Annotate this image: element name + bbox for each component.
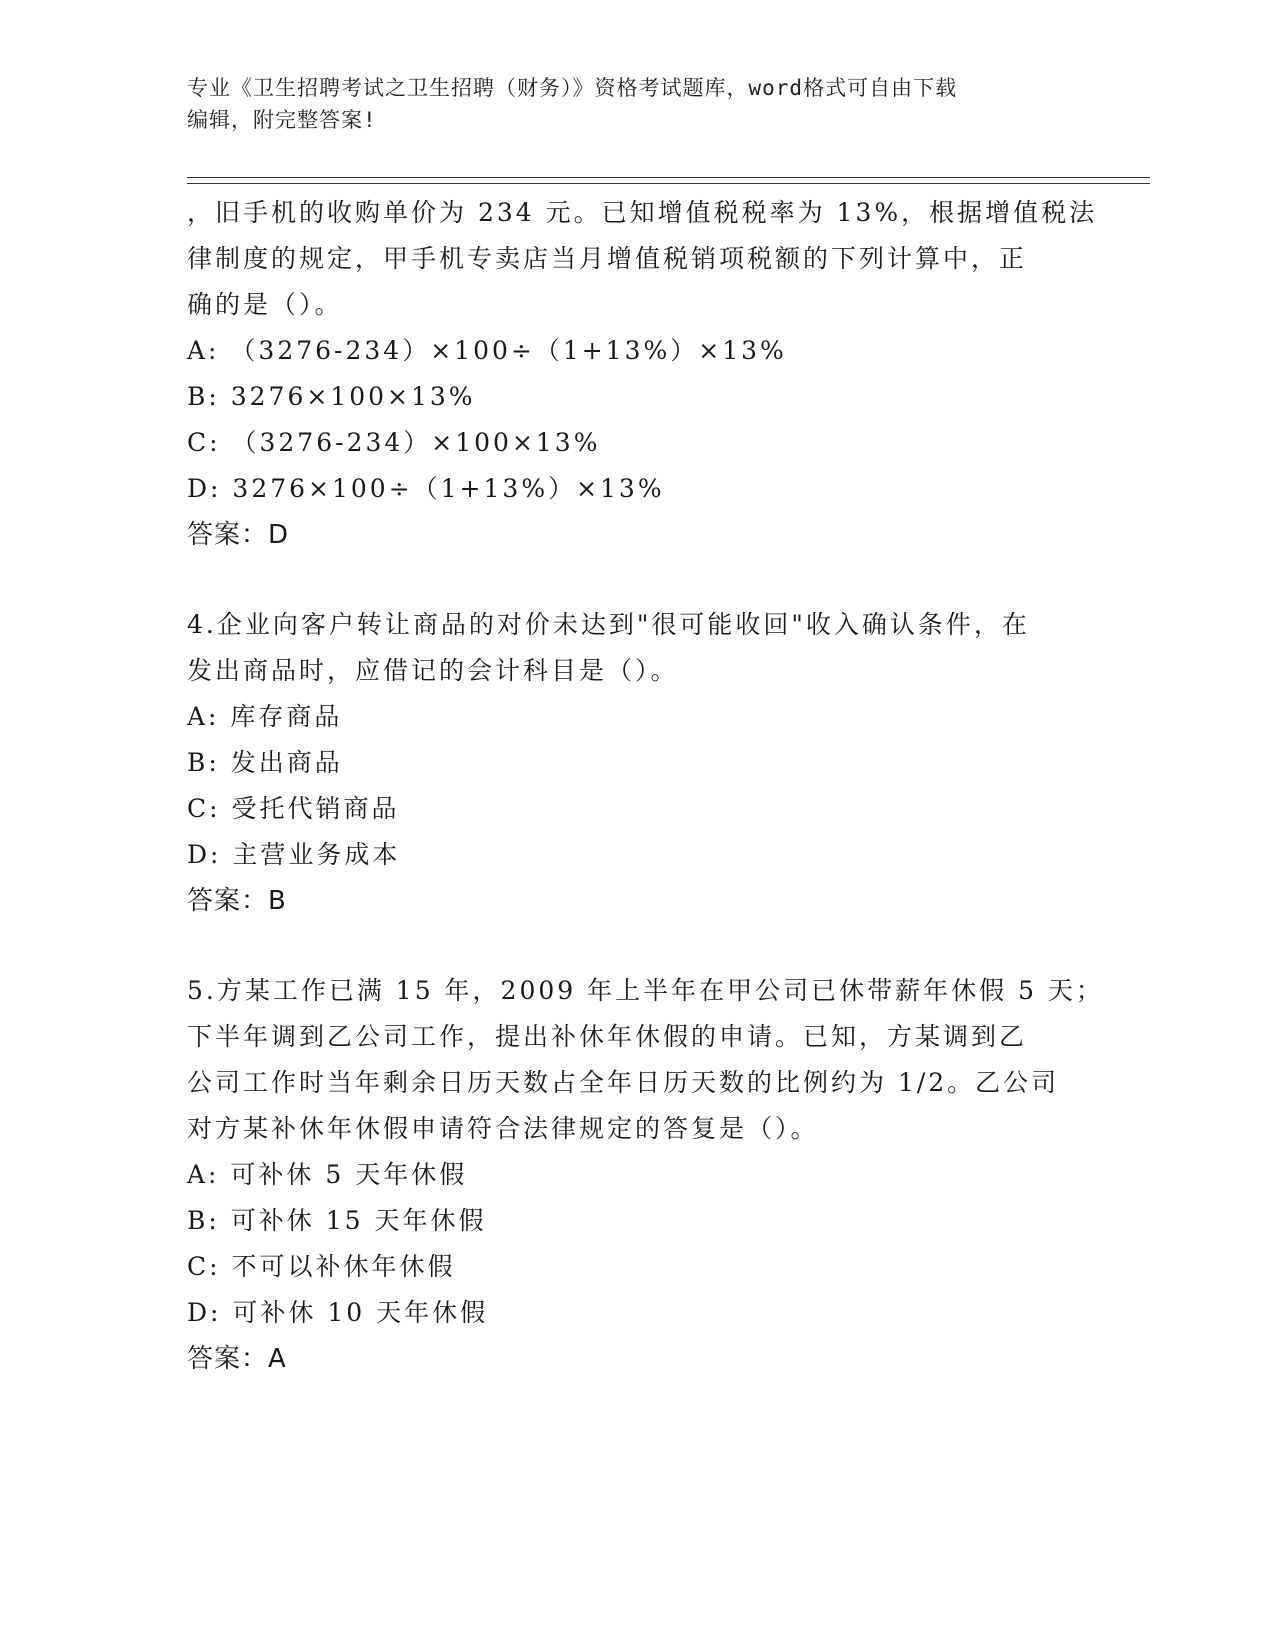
option-c: C: （3276-234）×100×13% [187, 428, 601, 457]
question-content [187, 190, 1104, 1382]
answer-label: 答案：A [187, 1344, 287, 1374]
answer-label: 答案：D [187, 520, 290, 550]
question-text-line: ，旧手机的收购单价为 234 元。已知增值税税率为 13%，根据增值税法 [187, 198, 1098, 227]
option-a: A: （3276-234）×100÷（1+13%）×13% [187, 336, 787, 365]
option-b: B: 发出商品 [187, 748, 343, 777]
option-b: B: 可补休 15 天年休假 [187, 1206, 487, 1235]
header-divider-bottom [187, 183, 1150, 184]
question-text-line: 下半年调到乙公司工作，提出补休年休假的申请。已知，方某调到乙 [187, 1022, 1028, 1051]
question-4 [187, 602, 1087, 924]
option-d: D: 3276×100÷（1+13%）×13% [187, 474, 665, 503]
option-a: A: 库存商品 [187, 702, 343, 731]
question-3 [187, 190, 1098, 558]
question-spacer [187, 558, 1087, 602]
question-text-line: 4.企业向客户转让商品的对价未达到"很可能收回"收入确认条件，在 [187, 610, 1030, 639]
document-header [187, 72, 1067, 136]
header-title-line-1: 专业《卫生招聘考试之卫生招聘（财务）》资格考试题库，word格式可自由下载 [187, 76, 958, 100]
question-text-line: 律制度的规定，甲手机专卖店当月增值税销项税额的下列计算中，正 [187, 244, 1028, 273]
question-5 [187, 968, 1104, 1382]
header-title-line-2: 编辑，附完整答案! [187, 108, 377, 132]
question-text-line: 确的是（）。 [187, 290, 343, 319]
option-d: D: 主营业务成本 [187, 840, 401, 869]
question-text-line: 发出商品时，应借记的会计科目是（）。 [187, 656, 679, 685]
question-spacer [187, 924, 1087, 968]
header-divider-top [187, 177, 1150, 178]
answer-label: 答案：B [187, 886, 287, 916]
question-text-line: 5.方某工作已满 15 年，2009 年上半年在甲公司已休带薪年休假 5 天； [187, 976, 1104, 1005]
option-c: C: 受托代销商品 [187, 794, 400, 823]
question-text-line: 公司工作时当年剩余日历天数占全年日历天数的比例约为 1/2。乙公司 [187, 1068, 1060, 1097]
question-text-line: 对方某补休年休假申请符合法律规定的答复是（）。 [187, 1114, 819, 1143]
option-b: B: 3276×100×13% [187, 382, 476, 411]
option-d: D: 可补休 10 天年休假 [187, 1298, 489, 1327]
option-c: C: 不可以补休年休假 [187, 1252, 456, 1281]
option-a: A: 可补休 5 天年休假 [187, 1160, 468, 1189]
